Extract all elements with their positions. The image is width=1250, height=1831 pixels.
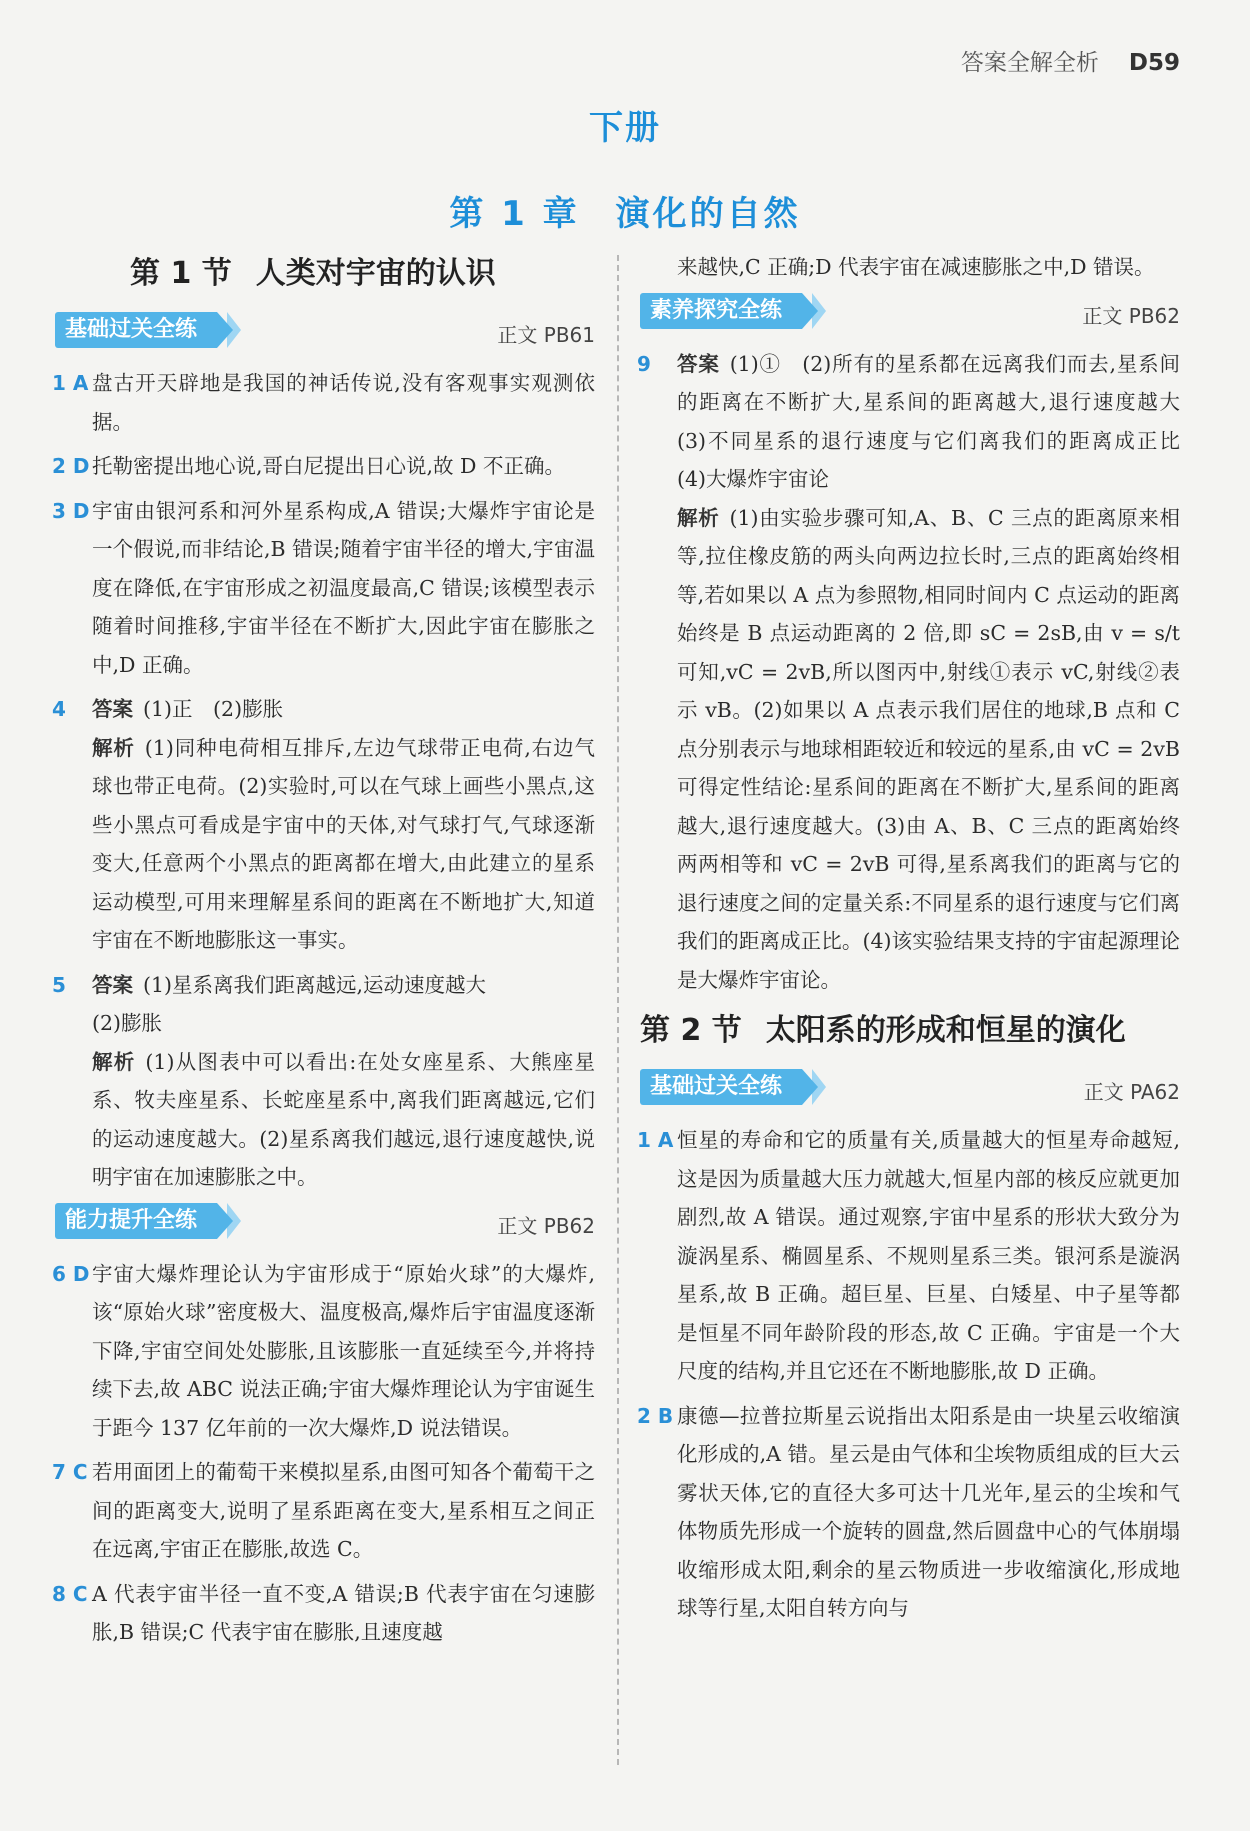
running-header [961, 44, 1180, 77]
item-number: 3 D [52, 498, 90, 523]
item-text: 托勒密提出地心说,哥白尼提出日心说,故 D 不正确。 [92, 454, 566, 478]
answer-label: 答案 [92, 697, 133, 721]
section-title [130, 252, 595, 296]
item-text: 康德—拉普拉斯星云说指出太阳系是由一块星云收缩演化形成的,A 错。星云是由气体和尘埃物质组成的巨大云雾状天体,它的直径大多可达十几光年,星云的尘埃和气体物质先形成一个旋转的圆盘,然后圆盘中心的气体崩塌收缩形成太阳,剩余的星云物质进一步收缩演化,形成地球等行星,太阳自转方向与 [677, 1403, 1180, 1620]
item-text: 宇宙大爆炸理论认为宇宙形成于“原始火球”的大爆炸,该“原始火球”密度极大、温度极高,爆炸后宇宙温度逐渐下降,宇宙空间处处膨胀,且该膨胀一直延续至今,并将持续下去,故 ABC 说法正确;宇宙大爆炸理论认为宇宙诞生于距今 137 亿年前的一次大爆炸,D 说法错误。 [92, 1261, 595, 1440]
answer-item [52, 1575, 595, 1652]
explanation-text: (1)同种电荷相互排斥,左边气球带正电荷,右边气球也带正电荷。(2)实验时,可以在气球上画些小黑点,这些小黑点可看成是宇宙中的天体,对气球打气,气球逐渐变大,任意两个小黑点的距离都在增大,由此建立的星系运动模型,可用来理解星系间的距离在不断地扩大,知道宇宙在不断地膨胀这一事实。 [92, 735, 595, 952]
answer-item [637, 345, 1201, 1000]
right-column [637, 248, 1201, 1634]
answer-item [52, 690, 595, 960]
exercise-band [55, 1203, 595, 1243]
item-text: 恒星的寿命和它的质量有关,质量越大的恒星寿命越短,这是因为质量越大压力就越大,恒星内部的核反应就更加剧烈,故 A 错误。通过观察,宇宙中星系的形状大致分为漩涡星系、椭圆星系、不规则星系三类。银河系是漩涡星系,故 B 正确。超巨星、巨星、白矮星、中子星等都是恒星不同年龄阶段的形态,故 C 正确。宇宙是一个大尺度的结构,并且它还在不断地膨胀,故 D 正确。 [677, 1128, 1180, 1383]
page-number: D59 [1128, 50, 1180, 76]
band-reference: 正文 PB62 [497, 1213, 595, 1238]
exercise-band [640, 293, 1180, 333]
answer-item [52, 1255, 595, 1448]
band-reference: 正文 PA62 [1083, 1080, 1180, 1104]
answer-text: (1)① (2)所有的星系都在远离我们而去,星系间的距离在不断扩大,星系间的距离越大,退行速度越大 (3)不同星系的退行速度与它们离我们的距离成正比 (4)大爆炸宇宙论 [677, 351, 1201, 491]
item-number: 8 C [52, 1581, 88, 1606]
item-text: 若用面团上的葡萄干来模拟星系,由图可知各个葡萄干之间的距离变大,说明了星系距离在变大,星系相互之间正在远离,宇宙正在膨胀,故选 C。 [92, 1460, 595, 1561]
item-number: 2 D [52, 454, 90, 478]
answer-text: (1)正 (2)膨胀 [143, 697, 284, 721]
section-number: 第 1 节 [130, 256, 232, 291]
item-text: 盘古开天辟地是我国的神话传说,没有客观事实观测依据。 [92, 371, 595, 434]
item-text: A 代表宇宙半径一直不变,A 错误;B 代表宇宙在匀速膨胀,B 错误;C 代表宇宙在膨胀,且速度越 [92, 1581, 595, 1644]
item-number: 7 C [52, 1460, 88, 1484]
item-number: 1 A [52, 371, 89, 395]
chapter-name: 演化的自然 [615, 194, 801, 234]
exercise-band [55, 312, 595, 352]
band-tag: 素养探究全练 [640, 293, 802, 329]
left-column [52, 248, 595, 1658]
answer-item [52, 492, 595, 685]
explanation-label: 解析 [677, 505, 720, 530]
item-number: 5 [52, 972, 66, 997]
chapter-title [0, 186, 1250, 235]
explanation-text: (1)从图表中可以看出:在处女座星系、大熊座星系、牧夫座星系、长蛇座星系中,离我们距离越远,它们的运动速度越大。(2)星系离我们越远,退行速度越快,说明宇宙在加速膨胀之中。 [92, 1049, 595, 1189]
answer-item [637, 1397, 1180, 1628]
item-number: 6 D [52, 1261, 90, 1286]
item-number: 9 [637, 351, 651, 376]
exercise-band [640, 1069, 1180, 1109]
item-number: 4 [52, 697, 66, 721]
answer-item [52, 447, 595, 486]
answer-label: 答案 [92, 972, 133, 997]
section-number: 第 2 节 [640, 1013, 742, 1048]
answer-item [52, 364, 595, 441]
section-name: 人类对宇宙的认识 [255, 256, 496, 291]
answer-text-2: (2)膨胀 [92, 1011, 163, 1035]
item-text: 宇宙由银河系和河外星系构成,A 错误;大爆炸宇宙论是一个假说,而非结论,B 错误;随着宇宙半径的增大,宇宙温度在降低,在宇宙形成之初温度最高,C 错误;该模型表示随着时间推移,宇宙半径在不断扩大,因此宇宙在膨胀之中,D 正确。 [92, 498, 595, 677]
band-reference: 正文 PB62 [1082, 303, 1180, 328]
answer-item [637, 1121, 1180, 1391]
band-reference: 正文 PB61 [497, 323, 595, 347]
band-tag: 基础过关全练 [640, 1069, 802, 1105]
header-label: 答案全解全析 [960, 50, 1099, 76]
section-title [640, 1009, 1180, 1053]
explanation-label: 解析 [92, 1049, 136, 1074]
item-number: 2 B [637, 1403, 674, 1428]
continued-text: 来越快,C 正确;D 代表宇宙在减速膨胀之中,D 错误。 [677, 255, 1155, 279]
explanation-label: 解析 [92, 735, 135, 760]
chapter-number: 第 1 章 [449, 194, 580, 234]
column-divider [617, 255, 619, 1765]
answer-item [52, 1453, 595, 1569]
item-number: 1 A [637, 1128, 674, 1152]
volume-title: 下册 [589, 108, 661, 148]
answer-item [52, 966, 595, 1197]
band-tag: 能力提升全练 [55, 1203, 217, 1239]
band-tag: 基础过关全练 [55, 312, 217, 348]
section-name: 太阳系的形成和恒星的演化 [765, 1013, 1126, 1048]
answer-text: (1)星系离我们距离越远,运动速度越大 [143, 972, 487, 997]
answer-label: 答案 [677, 351, 720, 376]
explanation-text: (1)由实验步骤可知,A、B、C 三点的距离原来相等,拉住橡皮筋的两头向两边拉长时,三点的距离始终相等,若如果以 A 点为参照物,相同时间内 C 点运动的距离始终是 B 点运动距离的 2 倍,即 sC = 2sB,由 v = s/t 可知,vC = 2vB,所以图丙中,射线①表示 vC,射线②表示 vB。(2)如果以 A 点表示我们居住的地球,B 点和 C 点分别表示与地球相距较近和较远的星系,由 vC = 2vB 可得定性结论:星系间的距离在不断扩大,星系间的距离越大,退行速度越大。(3)由 A、B、C 三点的距离始终两两相等和 vC = 2vB 可得,星系离我们的距离与它的退行速度之间的定量关系:不同星系的退行速度与它们离我们的距离成正比。(4)该实验结果支持的宇宙起源理论是大爆炸宇宙论。 [677, 505, 1181, 992]
